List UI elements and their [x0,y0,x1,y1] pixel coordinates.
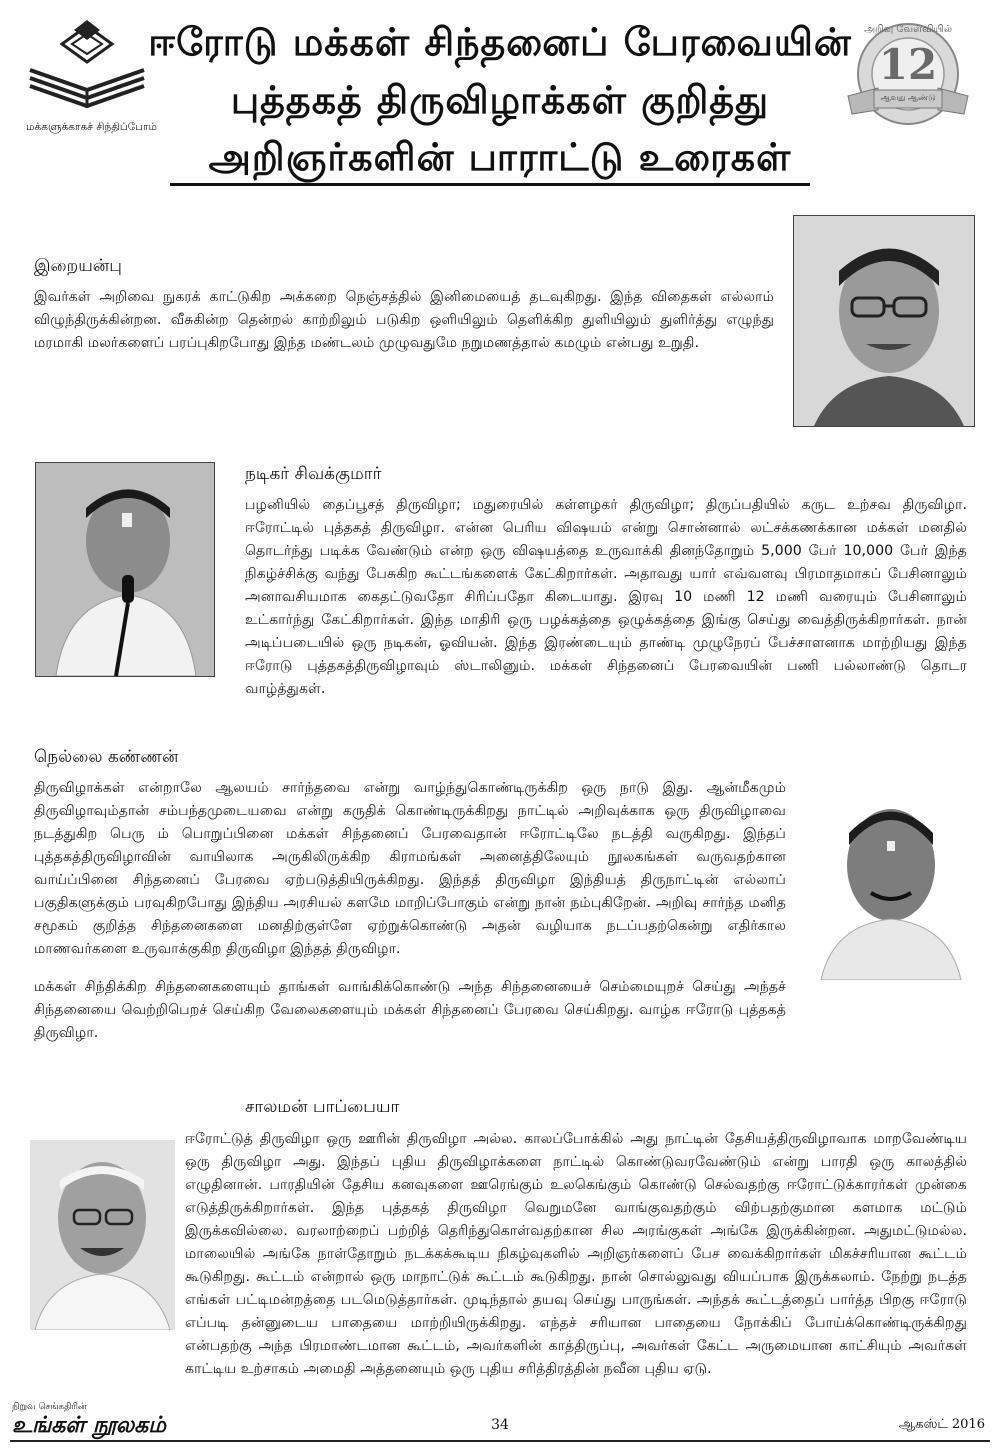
quote-nellai-kannan-2: மக்கள் சிந்திக்கிற சிந்தனைகளையும் தாங்கள் வாங்கிக்கொண்டு அந்த சிந்தனையைச் செம்மையுறச் செய்து அந்தச் சிந்தனையை வெற்றிபெறச் செய்கிற வேலைகளையும் மக்கள் சிந்தனைப் பேரவை செய்கிறது. வாழ்க ஈரோடு புத்தகத் திருவிழா. [34,979,786,1041]
badge-number: 12 [878,40,938,89]
photo-iraianbu [793,215,975,427]
footer-magazine-name: உங்கள் நூலகம் [12,1413,166,1438]
title-line-3: அறிஞர்களின் பாராட்டு உரைகள் [208,135,792,179]
logo-caption: மக்களுக்காகச் சிந்திப்போம் [26,121,157,133]
title-line-2: புத்தகத் திருவிழாக்கள் குறித்து [230,78,770,122]
photo-nellai-kannan [813,785,968,980]
badge-ribbon-text: ஆவது ஆண்டு [880,93,936,102]
speaker-name-iraianbu: இறையன்பு [34,256,122,276]
speaker-name-nellai-kannan: நெல்லை கண்ணன் [34,747,179,767]
footer-page-number: 34 [491,1417,509,1433]
portrait-smiling-man-icon [813,785,968,980]
quote-iraianbu: இவர்கள் அறிவை நுகரக் காட்டுகிற அக்கறை நெஞ்சத்தில் இனிமையைத் தடவுகிறது. இந்த விதைகள் எல்லாம் விழுந்திருக்கின்றன. வீசுகின்ற தென்றல் காற்றிலும் படுகிற ஒளியிலும் தெளிக்கிற துளியிலும் துளிர்த்து எழுந்து மரமாகி மலர்களைப் பரப்புகிறபோது இந்த மண்டலம் முழுவதுமே நறுமணத்தால் கமழும் என்பது உறுதி. [34,289,774,351]
photo-sivakumar [35,462,215,677]
quote-sivakumar: பழனியில் தைப்பூசத் திருவிழா; மதுரையில் கள்ளழகர் திருவிழா; திருப்பதியில் கருட உற்சவ திருவிழா. ஈரோட்டில் புத்தகத் திருவிழா. என்ன பெரிய விஷயம் என்று சொன்னால் லட்சக்கணக்கான மக்கள் மனதில் தொடர்ந்து படிக்க வேண்டும் என்ற ஒரு விஷயத்தை உருவாக்கி தினந்தோறும் 5,000 பேர் 10,000 பேர் இந்த நிகழ்ச்சிக்கு வந்து பேசுகிற கூட்டங்களைக் கேட்கிறார்கள். அதாவது யார் எவ்வளவு பிரமாதமாகப் பேசினாலும் அனாவசியமாக கைதட்டுவதோ சிரிப்பதோ கிடையாது. இரவு 10 மணி 12 மணி வரையும் பேசினாலும் உட்கார்ந்து கேட்கிறார்கள். இந்த மாதிரி ஒரு பழக்கத்தை ஒழுக்கத்தை இங்கு செய்து வைத்திருக்கிறார்கள். நான் அடிப்படையில் ஒரு நடிகன், ஓவியன். இந்த இரண்டையும் தாண்டி முழுநேரப் பேச்சாளனாக மாற்றியது இந்த ஈரோடு புத்தகத்திருவிழாவும் ஸ்டாலினும். மக்கள் சிந்தனைப் பேரவையின் பணி பல்லாண்டு தொடர வாழ்த்துகள். [245,497,967,697]
quote-solomon-pappaiah: ஈரோட்டுத் திருவிழா ஒரு ஊரின் திருவிழா அல்ல. காலப்போக்கில் அது நாட்டின் தேசியத்திருவிழாவாக மாறவேண்டிய ஒரு திருவிழா அது. இந்தப் புதிய திருவிழாக்களை நாட்டில் கொண்டுவரவேண்டும் என்று பாரதி ஒரு காலத்தில் எழுதினான். பாரதியின் தேசிய கனவுகளை ஊரெங்கும் உலகெங்கும் கொண்டு செல்வதற்கு ஈரோட்டுக்காரர்கள் முன்கை எடுத்திருக்கிறார்கள். இந்த புத்தகத் திருவிழா வெறுமனே வாங்குவதற்கும் விற்பதற்குமான களமாக மட்டும் இருக்கவில்லை. வரலாற்றைப் பற்றித் தெரிந்துகொள்வதற்கான சில அரங்குகள் அங்கே இருக்கின்றன. அதுமட்டுமல்ல. மாலையில் அங்கே நாள்தோறும் நடக்கக்கூடிய நிகழ்வுகளில் அறிஞர்களைப் பேச வைக்கிறார்கள் மிகச்சரியான கூட்டம் கூடுகிறது. கூட்டம் என்றால் ஒரு மாநாட்டுக் கூட்டம் கூடுகிறது. நான் சொல்லுவது வியப்பாக இருக்கலாம். நேற்று நடத்த எங்கள் பட்டிமன்றத்தை படமெடுத்தார்கள். முடிந்தால் தயவு செய்து பாருங்கள். அந்தக் கூட்டத்தைப் பார்த்த பிறகு ஈரோடு எப்படி தன்னுடைய பாதையை மாற்றியிருக்கிறது. எந்தச் சரியான பாதையை நோக்கிப் போய்க்கொண்டிருக்கிறது என்பதற்கு அந்த பிரமாண்டமான கூட்டம், அவர்களின் காத்திருப்பு, அவர்கள் கேட்ட அருமையான காட்சியும் அவர்கள் காட்டிய உற்சாகம் அமைதி அத்தனையும் ஒரு புதிய சரித்திரத்தின் நவீன புதிய ஏடு. [185,1131,967,1377]
title-underline [170,183,810,186]
portrait-man-microphone-icon [36,463,214,676]
photo-solomon-pappaiah [30,1140,175,1330]
speaker-name-sivakumar: நடிகர் சிவக்குமார் [245,464,382,484]
quote-nellai-kannan-1: திருவிழாக்கள் என்றாலே ஆலயம் சார்ந்தவை என்று வாழ்ந்துகொண்டிருக்கிற ஒரு நாடு இது. ஆன்மீகமும் திருவிழாவும்தான் சம்பந்தமுடையவை என்று கருதிக் கொண்டிருக்கிறது நாட்டில் அறிவுக்காக ஒரு திருவிழாவை நடத்துகிற பெரு ம் பொறுப்பினை மக்கள் சிந்தனைப் பேரவைதான் ஈரோட்டிலே நடத்தி வருகிறது. இந்தப் புத்தகத்திருவிழாவின் வாயிலாக அருகிலிருக்கிற கிராமங்கள் அனைத்திலேயும் நூலகங்கள் வருவதற்கான வாய்ப்பினை சிந்தனைப் பேரவை ஏற்படுத்தியிருக்கிறது. இந்தத் திருவிழா இந்தியத் திருநாட்டின் எல்லாப் பகுதிகளுக்கும் பரவுகிறபோது இந்திய அரசியல் களமே மாறிப்போகும் என்று நான் நம்புகிறேன். அறிவு சார்ந்த மனித சமூகம் குறித்த சிந்தனைகளை மனதிற்குள்ளே ஏற்றுக்கொண்டு அதன் வழியாக நடப்பதற்கென்று எதிர்கால மாணவர்களை உருவாக்குகிற திருவிழா இந்தத் திருவிழா. [34,780,786,957]
speaker-name-solomon-pappaiah: சாலமன் பாப்பையா [245,1097,400,1117]
footer-magazine-small: நிறுவ செங்கதிரின் [12,1402,87,1412]
portrait-elderly-man-icon [30,1140,175,1330]
footer-issue-date: ஆகஸ்ட் 2016 [898,1417,985,1432]
portrait-man-glasses-icon [794,216,974,426]
anniversary-badge [838,18,978,128]
title-line-1: ஈரோடு மக்கள் சிந்தனைப் பேரவையின் [148,20,852,64]
badge-arc-text: அறிவு வேள்வியில் [863,24,953,35]
